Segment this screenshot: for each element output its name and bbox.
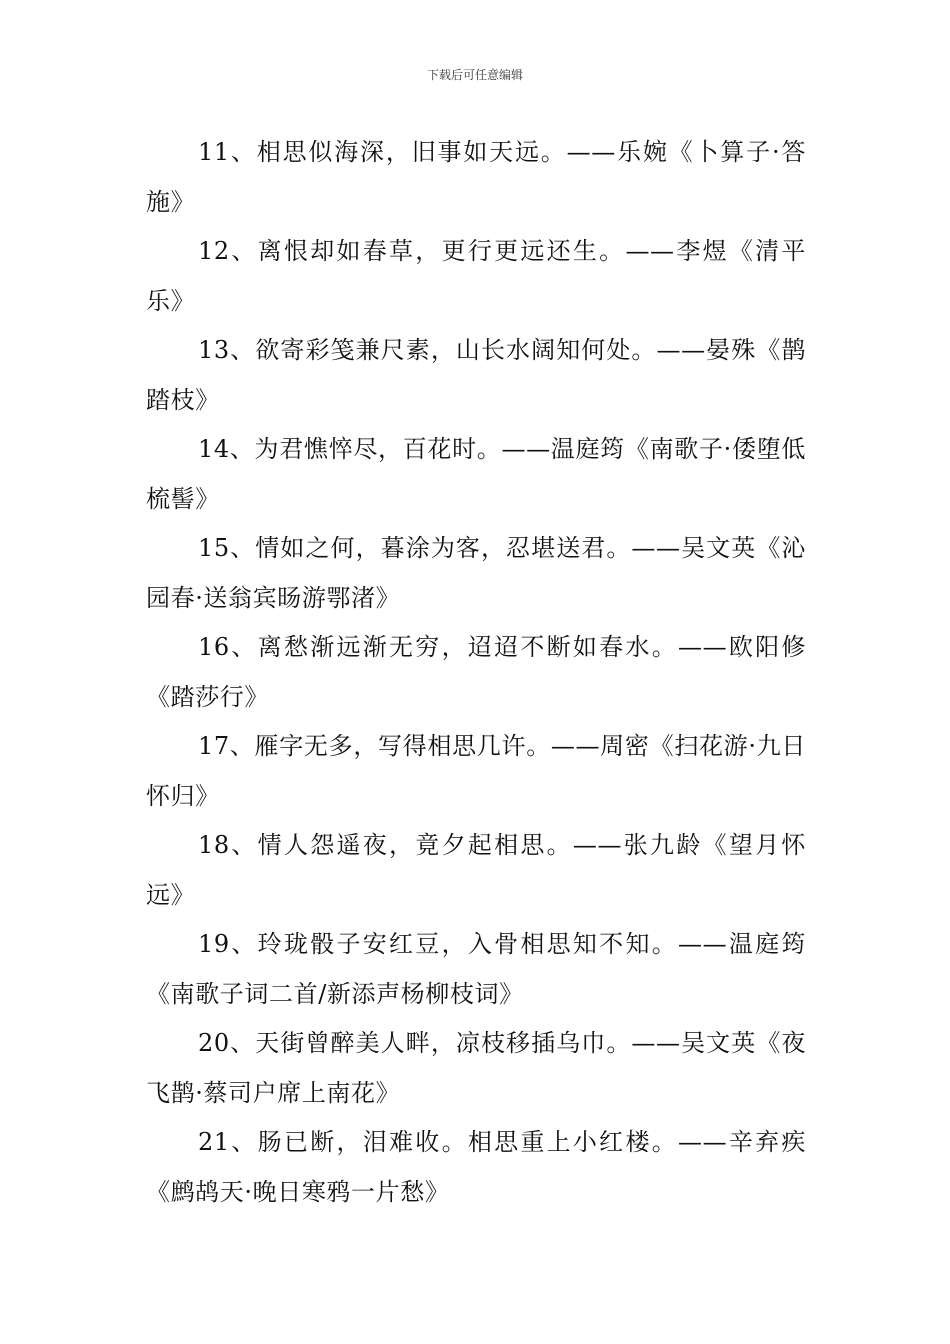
quote-item: 13、欲寄彩笺兼尺素，山长水阔知何处。——晏殊《鹊踏枝》 — [146, 336, 806, 414]
quote-item: 16、离愁渐远渐无穷，迢迢不断如春水。——欧阳修《踏莎行》 — [146, 633, 806, 711]
quote-list — [146, 128, 806, 1217]
quote-item: 19、玲珑骰子安红豆，入骨相思知不知。——温庭筠《南歌子词二首/新添声杨柳枝词》 — [146, 930, 806, 1008]
quote-item: 18、情人怨遥夜，竟夕起相思。——张九龄《望月怀远》 — [146, 831, 806, 909]
quote-item: 12、离恨却如春草，更行更远还生。——李煜《清平乐》 — [146, 237, 806, 315]
quote-item: 11、相思似海深，旧事如天远。——乐婉《卜算子·答施》 — [146, 138, 806, 216]
quote-item: 14、为君憔悴尽，百花时。——温庭筠《南歌子·倭堕低梳髻》 — [146, 435, 806, 513]
page-header: 下载后可任意编辑 — [426, 68, 523, 82]
quote-item: 15、情如之何，暮涂为客，忍堪送君。——吴文英《沁园春·送翁宾旸游鄂渚》 — [146, 534, 806, 612]
quote-item: 17、雁字无多，写得相思几许。——周密《扫花游·九日怀归》 — [146, 732, 806, 810]
quote-item: 21、肠已断，泪难收。相思重上小红楼。——辛弃疾《鹧鸪天·晚日寒鸦一片愁》 — [146, 1128, 806, 1206]
quote-item: 20、天街曾醉美人畔，凉枝移插乌巾。——吴文英《夜飞鹊·蔡司户席上南花》 — [146, 1029, 806, 1107]
